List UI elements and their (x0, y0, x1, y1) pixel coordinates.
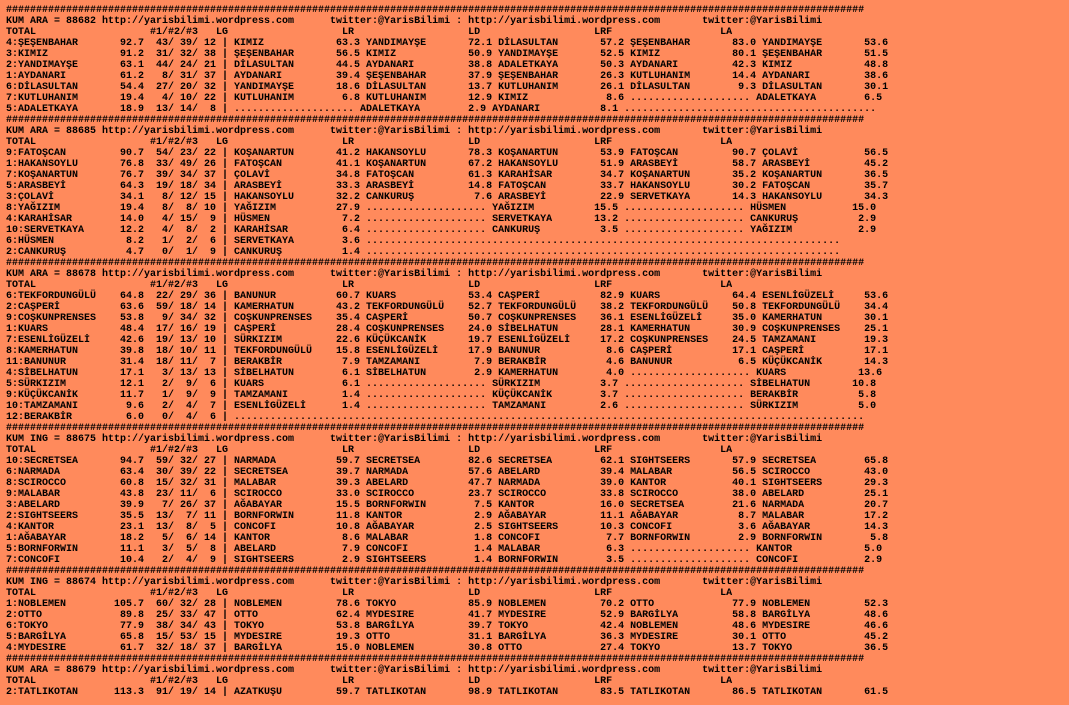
horse-row: 5:ADALETKAYA 18.9 13/ 14/ 8 | .................... ADALETKAYA 2.9 AYDANARI 8.1 .......................................... (6, 104, 877, 115)
horse-row: 9:KÜÇÜKCANİK 11.7 1/ 9/ 9 | TAMZAMANI 1.4 .................... KÜÇÜKCANİK 3.7 .................... BERAKBİR 5.8 (6, 390, 877, 401)
horse-row: 9:COŞKUNPRENSES 53.8 9/ 34/ 32 | COŞKUNPRENSES 35.4 CAŞPERİ 50.7 COŞKUNPRENSES 36.1 ESENLİGÜZELİ 35.0 KAMERHATUN 30.1 (6, 313, 889, 324)
horse-row: 5:BARGİLYA 65.8 15/ 53/ 15 | MYDESIRE 19.3 OTTO 31.1 BARGİLYA 36.3 MYDESIRE 30.1 OTTO 45.2 (6, 632, 889, 643)
separator-line: ############################################################################################################################################### (6, 115, 865, 126)
horse-row: 1:AĞABAYAR 18.2 5/ 6/ 14 | KANTOR 8.6 MALABAR 1.8 CONCOFI 7.7 BORNFORWIN 2.9 BORNFORWIN 5.8 (6, 533, 889, 544)
horse-row: 10:SERVETKAYA 12.2 4/ 8/ 2 | KARAHİSAR 6.4 .................... CANKURUŞ 3.5 .................... YAĞIZIM 2.9 (6, 225, 877, 236)
separator-line: ############################################################################################################################################### (6, 5, 865, 16)
horse-row: 4:KARAHİSAR 14.0 4/ 15/ 9 | HÜSMEN 7.2 .................... SERVETKAYA 13.2 .................... CANKURUŞ 2.9 (6, 214, 877, 225)
horse-row: 4:ŞEŞENBAHAR 92.7 43/ 39/ 12 | KIMIZ 63.3 YANDIMAYŞE 72.1 DİLASULTAN 57.2 ŞEŞENBAHAR 83.0 YANDIMAYŞE 53.6 (6, 38, 889, 49)
horse-row: 2:SIGHTSEERS 35.5 13/ 7/ 11 | BORNFORWIN 11.8 KANTOR 2.9 AĞABAYAR 11.1 AĞABAYAR 8.7 MALABAR 17.2 (6, 511, 889, 522)
horse-row: 3:ÇOLAVİ 34.1 8/ 12/ 15 | HAKANSOYLU 32.2 CANKURUŞ 7.6 ARASBEYİ 22.9 SERVETKAYA 14.3 HAKANSOYLU 34.3 (6, 192, 889, 203)
column-header-line: TOTAL #1/#2/#3 LG LR LD LRF LA (6, 445, 733, 456)
horse-row: 1:KUARS 48.4 17/ 16/ 19 | CAŞPERİ 28.4 COŞKUNPRENSES 24.0 SİBELHATUN 28.1 KAMERHATUN 30.9 COŞKUNPRENSES 25.1 (6, 324, 889, 335)
separator-line: ############################################################################################################################################### (6, 423, 865, 434)
horse-row: 5:SÜRKIZIM 12.1 2/ 9/ 6 | KUARS 6.1 .................... SÜRKIZIM 3.7 .................... SİBELHATUN 10.8 (6, 379, 877, 390)
horse-row: 1:AYDANARI 61.2 8/ 31/ 37 | AYDANARI 39.4 ŞEŞENBAHAR 37.9 ŞEŞENBAHAR 26.3 KUTLUHANIM 14.4 AYDANARI 38.6 (6, 71, 889, 82)
race-header-line: KUM ARA = 88682 http://yarisbilimi.wordpress.com twitter:@YarisBilimi : http://yarisbilimi.wordpress.com twitter:@YarisBilimi (6, 16, 823, 27)
separator-line: ############################################################################################################################################### (6, 258, 865, 269)
race-header-line: KUM ING = 88675 http://yarisbilimi.wordpress.com twitter:@YarisBilimi : http://yarisbilimi.wordpress.com twitter:@YarisBilimi (6, 434, 823, 445)
horse-row: 10:SECRETSEA 94.7 59/ 32/ 27 | NARMADA 59.7 SECRETSEA 82.6 SECRETSEA 62.1 SIGHTSEERS 57.9 SECRETSEA 65.8 (6, 456, 889, 467)
horse-row: 5:BORNFORWIN 11.1 3/ 5/ 8 | ABELARD 7.9 CONCOFI 1.4 MALABAR 6.3 .................... KANTOR 5.0 (6, 544, 883, 555)
horse-row: 2:OTTO 89.8 25/ 33/ 47 | OTTO 62.4 MYDESIRE 41.7 MYDESIRE 52.9 BARGİLYA 58.8 BARGİLYA 48.6 (6, 610, 889, 621)
horse-row: 6:HÜSMEN 8.2 1/ 2/ 6 | SERVETKAYA 3.6 ............................................................................... (6, 236, 841, 247)
horse-row: 11:BANUNUR 31.4 18/ 11/ 7 | BERAKBİR 7.9 TAMZAMANI 7.9 BERAKBİR 4.6 BANUNUR 6.5 KÜÇÜKCANİK 14.3 (6, 357, 889, 368)
horse-row: 8:KAMERHATUN 39.8 18/ 10/ 11 | TEKFORDUNGÜLÜ 15.8 ESENLİGÜZELİ 17.9 BANUNUR 8.6 CAŞPERİ 17.1 CAŞPERİ 17.1 (6, 346, 889, 357)
horse-row: 4:MYDESIRE 61.7 32/ 18/ 37 | BARGİLYA 15.0 NOBLEMEN 30.8 OTTO 27.4 TOKYO 13.7 TOKYO 36.5 (6, 643, 889, 654)
separator-line: ############################################################################################################################################### (6, 566, 865, 577)
column-header-line: TOTAL #1/#2/#3 LG LR LD LRF LA (6, 588, 733, 599)
horse-row: 4:KANTOR 23.1 13/ 8/ 5 | CONCOFI 10.8 AĞABAYAR 2.5 SIGHTSEERS 10.3 CONCOFI 3.6 AĞABAYAR 14.3 (6, 522, 889, 533)
horse-row: 5:ARASBEYİ 64.3 19/ 18/ 34 | ARASBEYİ 33.3 ARASBEYİ 14.8 FATOŞCAN 33.7 HAKANSOYLU 30.2 FATOŞCAN 35.7 (6, 181, 889, 192)
race-header-line: KUM ARA = 88679 http://yarisbilimi.wordpress.com twitter:@YarisBilimi : http://yarisbilimi.wordpress.com twitter:@YarisBilimi (6, 665, 823, 676)
horse-row: 6:NARMADA 63.4 30/ 39/ 22 | SECRETSEA 39.7 NARMADA 57.6 ABELARD 39.4 MALABAR 56.5 SCIROCCO 43.0 (6, 467, 889, 478)
column-header-line: TOTAL #1/#2/#3 LG LR LD LRF LA (6, 676, 733, 687)
horse-row: 10:TAMZAMANI 9.6 2/ 4/ 7 | ESENLİGÜZELİ 1.4 .................... TAMZAMANI 2.6 .................... SÜRKIZIM 5.0 (6, 401, 877, 412)
separator-line: ############################################################################################################################################### (6, 654, 865, 665)
race-header-line: KUM ARA = 88685 http://yarisbilimi.wordpress.com twitter:@YarisBilimi : http://yarisbilimi.wordpress.com twitter:@YarisBilimi (6, 126, 823, 137)
horse-row: 9:MALABAR 43.8 23/ 11/ 6 | SCIROCCO 33.0 SCIROCCO 23.7 SCIROCCO 33.8 SCIROCCO 38.0 ABELARD 25.1 (6, 489, 889, 500)
horse-row: 7:KUTLUHANIM 19.4 4/ 10/ 22 | KUTLUHANIM 6.8 KUTLUHANIM 12.9 KIMIZ 8.6 .................... ADALETKAYA 6.5 (6, 93, 883, 104)
horse-row: 3:ABELARD 39.9 7/ 26/ 37 | AĞABAYAR 15.5 BORNFORWIN 7.5 KANTOR 16.0 SECRETSEA 21.6 NARMADA 20.7 (6, 500, 889, 511)
column-header-line: TOTAL #1/#2/#3 LG LR LD LRF LA (6, 280, 733, 291)
horse-row: 7:CONCOFI 10.4 2/ 4/ 9 | SIGHTSEERS 2.9 SIGHTSEERS 1.4 BORNFORWIN 3.5 .................... CONCOFI 2.9 (6, 555, 883, 566)
horse-row: 2:CAŞPERİ 63.6 59/ 18/ 14 | KAMERHATUN 43.2 TEKFORDUNGÜLÜ 52.7 TEKFORDUNGÜLÜ 38.2 TEKFORDUNGÜLÜ 50.8 TEKFORDUNGÜLÜ 34.4 (6, 302, 889, 313)
race-header-line: KUM ARA = 88678 http://yarisbilimi.wordpress.com twitter:@YarisBilimi : http://yarisbilimi.wordpress.com twitter:@YarisBilimi (6, 269, 823, 280)
horse-row: 7:ESENLİGÜZELİ 42.6 19/ 13/ 10 | SÜRKIZIM 22.6 KÜÇÜKCANİK 19.7 ESENLİGÜZELİ 17.2 COŞKUNPRENSES 24.5 TAMZAMANI 19.3 (6, 335, 889, 346)
horse-row: 6:TEKFORDUNGÜLÜ 64.8 22/ 29/ 36 | BANUNUR 60.7 KUARS 53.4 CAŞPERİ 82.9 KUARS 64.4 ESENLİGÜZELİ 53.6 (6, 291, 889, 302)
horse-row: 9:FATOŞCAN 90.7 54/ 23/ 22 | KOŞANARTUN 41.2 HAKANSOYLU 78.3 KOŞANARTUN 53.9 FATOŞCAN 90.7 ÇOLAVİ 56.5 (6, 148, 889, 159)
horse-row: 12:BERAKBİR 6.0 0/ 4/ 6 | ......................................................................................................... (6, 412, 865, 423)
column-header-line: TOTAL #1/#2/#3 LG LR LD LRF LA (6, 137, 733, 148)
horse-row: 6:TOKYO 77.9 38/ 34/ 43 | TOKYO 53.8 BARGİLYA 39.7 TOKYO 42.4 NOBLEMEN 48.6 MYDESIRE 46.6 (6, 621, 889, 632)
horse-row: 8:YAĞIZIM 19.4 8/ 8/ 10 | YAĞIZIM 27.9 .................... YAĞIZIM 15.5 .................... HÜSMEN 15.0 (6, 203, 877, 214)
horse-row: 2:TATLIKOTAN 113.3 91/ 19/ 14 | AZATKUŞU 59.7 TATLIKOTAN 98.9 TATLIKOTAN 83.5 TATLIKOTAN 86.5 TATLIKOTAN 61.5 (6, 687, 889, 698)
horse-row: 1:NOBLEMEN 105.7 60/ 32/ 28 | NOBLEMEN 78.6 TOKYO 85.9 NOBLEMEN 70.2 OTTO 77.9 NOBLEMEN 52.3 (6, 599, 889, 610)
horse-row: 1:HAKANSOYLU 76.8 33/ 49/ 26 | FATOŞCAN 41.1 KOŞANARTUN 67.2 HAKANSOYLU 51.9 ARASBEYİ 58.7 ARASBEYİ 45.2 (6, 159, 889, 170)
horse-row: 7:KOŞANARTUN 76.7 39/ 34/ 37 | ÇOLAVİ 34.8 FATOŞCAN 61.3 KARAHİSAR 34.7 KOŞANARTUN 35.2 KOŞANARTUN 36.5 (6, 170, 889, 181)
race-header-line: KUM ING = 88674 http://yarisbilimi.wordpress.com twitter:@YarisBilimi : http://yarisbilimi.wordpress.com twitter:@YarisBilimi (6, 577, 823, 588)
horse-row: 2:CANKURUŞ 4.7 0/ 1/ 9 | CANKURUŞ 1.4 ............................................................................... (6, 247, 841, 258)
horse-row: 6:DİLASULTAN 54.4 27/ 20/ 32 | YANDIMAYŞE 18.6 DİLASULTAN 13.7 KUTLUHANIM 26.1 DİLASULTAN 9.3 DİLASULTAN 30.1 (6, 82, 889, 93)
column-header-line: TOTAL #1/#2/#3 LG LR LD LRF LA (6, 27, 733, 38)
horse-row: 4:SİBELHATUN 17.1 3/ 13/ 13 | SİBELHATUN 6.1 SİBELHATUN 2.9 KAMERHATUN 4.0 .................... KUARS 13.6 (6, 368, 883, 379)
horse-row: 8:SCIROCCO 60.8 15/ 32/ 31 | MALABAR 39.3 ABELARD 47.7 NARMADA 39.0 KANTOR 40.1 SIGHTSEERS 29.3 (6, 478, 889, 489)
horse-row: 3:KIMIZ 91.2 31/ 32/ 38 | ŞEŞENBAHAR 56.5 KIMIZ 50.9 YANDIMAYŞE 52.5 KIMIZ 80.1 ŞEŞENBAHAR 51.5 (6, 49, 889, 60)
horse-row: 2:YANDIMAYŞE 63.1 44/ 24/ 21 | DİLASULTAN 44.5 AYDANARI 38.8 ADALETKAYA 50.3 AYDANARI 42.3 KIMIZ 48.8 (6, 60, 889, 71)
